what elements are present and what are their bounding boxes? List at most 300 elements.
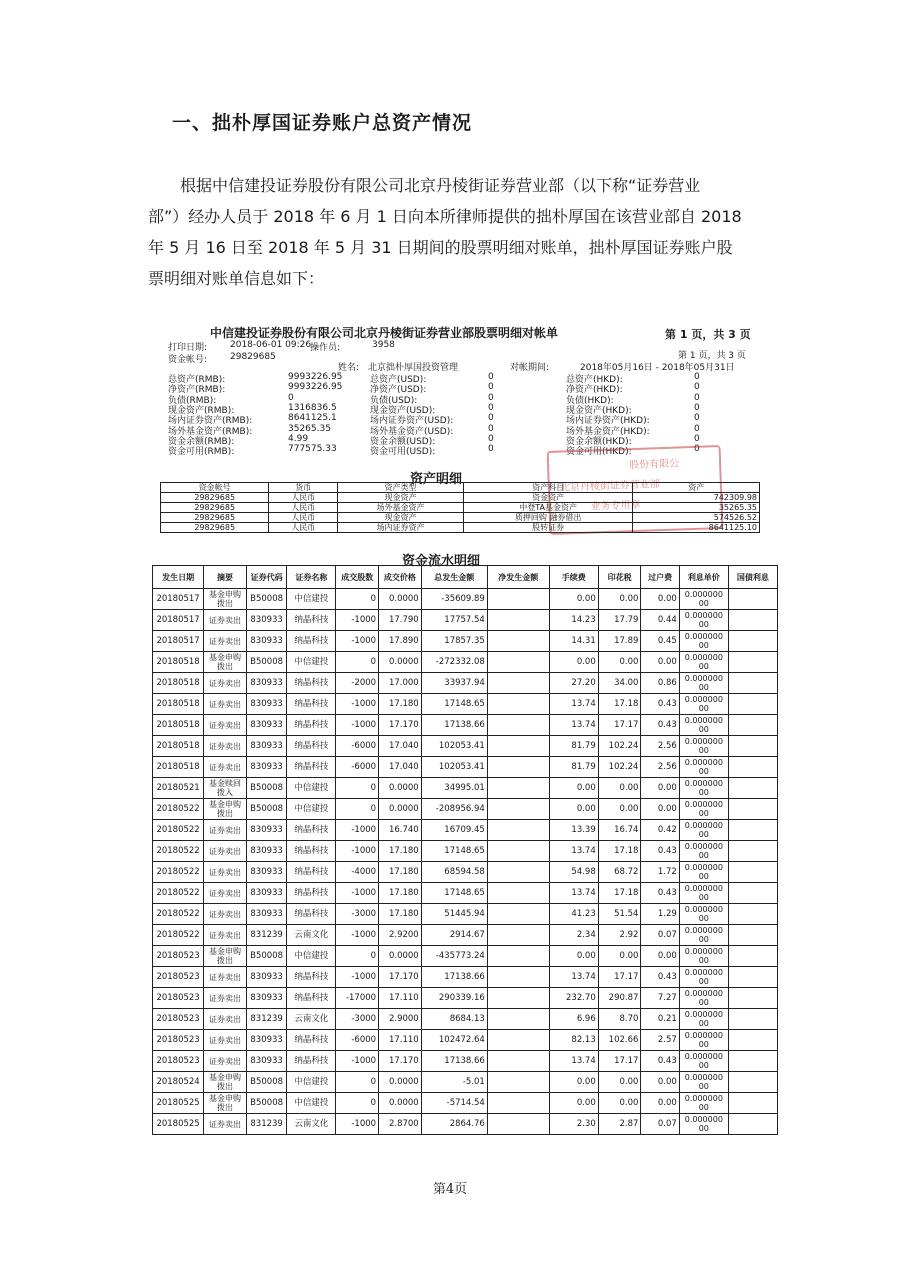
flow-cell: 证券卖出 [204,904,247,925]
flow-cell: 0.00 [598,1072,641,1093]
operator [310,340,395,353]
summary-value: 8641125.1 [288,413,337,424]
asset-cell: 人民币 [269,493,338,503]
asset-cell: 742309.98 [633,493,760,503]
flow-cell: 0 [336,652,379,673]
flow-cell: 纳晶科技 [287,757,336,778]
flow-cell [728,694,777,715]
summary-value: 0 [488,423,494,434]
summary-label: 总资产(RMB): [168,375,226,385]
flow-cell [487,946,549,967]
flow-cell: 中信建投 [287,1072,336,1093]
flow-row [153,736,778,757]
flow-cell: 17.040 [379,757,422,778]
operator-value: 3958 [372,340,395,350]
flow-cell: 34.00 [598,673,641,694]
page-indicator: 第 1 页，共 3 页 [665,328,751,341]
flow-cell: 2.57 [641,1030,679,1051]
flow-cell: B50008 [246,799,287,820]
flow-cell: 17.790 [379,610,422,631]
flow-cell: 0.00 [641,799,679,820]
flow-cell: 纳晶科技 [287,736,336,757]
asset-cell: 29829685 [161,493,269,503]
flow-row [153,988,778,1009]
asset-cell: 人民币 [269,503,338,513]
flow-cell: 纳晶科技 [287,988,336,1009]
flow-cell: 0.00 [641,1072,679,1093]
intro-line: 根据中信建投证券股份有限公司北京丹棱街证券营业部（以下称“证券营业 [180,176,701,195]
flow-cell: 0.00 [598,946,641,967]
flow-cell [487,862,549,883]
flow-header-cell: 利息单价 [679,566,728,589]
flow-cell: 2.30 [549,1114,598,1135]
flow-cell: 830933 [246,694,287,715]
flow-cell: 16.740 [379,820,422,841]
flow-cell: 证券卖出 [204,694,247,715]
flow-cell: 41.23 [549,904,598,925]
summary-label: 负债(HKD): [566,395,614,406]
intro-line: 部”）经办人员于 2018 年 6 月 1 日向本所律师提供的拙朴厚国在该营业部自 2018 [148,207,742,226]
flow-cell: 20180518 [153,694,204,715]
flow-cell: 0.07 [641,1114,679,1135]
flow-cell: 0.000000 00 [679,652,728,673]
flow-header-cell: 证券名称 [287,566,336,589]
flow-cell: 0.00 [598,652,641,673]
flow-cell [487,610,549,631]
summary-value: 1316836.5 [288,402,337,413]
flow-cell [728,1093,777,1114]
flow-cell: 证券卖出 [204,1114,247,1135]
flow-row [153,631,778,652]
flow-cell: 232.70 [549,988,598,1009]
summary-row [168,444,337,458]
flow-cell: 0.000000 00 [679,589,728,610]
flow-cell: 290.87 [598,988,641,1009]
flow-cell [487,883,549,904]
flow-cell [487,589,549,610]
flow-row [153,883,778,904]
summary-value: 0 [694,423,700,434]
summary-label: 负债(USD): [370,395,418,406]
flow-cell: -6000 [336,736,379,757]
flow-cell: 830933 [246,967,287,988]
flow-cell [487,820,549,841]
flow-cell: 证券卖出 [204,967,247,988]
flow-cell: 17.17 [598,1051,641,1072]
flow-row [153,694,778,715]
flow-cell: 81.79 [549,736,598,757]
account [168,352,276,365]
flow-cell [487,1009,549,1030]
flow-cell: B50008 [246,778,287,799]
flow-cell: 20180525 [153,1093,204,1114]
flow-header-cell: 手续费 [549,566,598,589]
flow-cell: -3000 [336,1009,379,1030]
flow-cell [728,883,777,904]
flow-cell: 20180517 [153,589,204,610]
flow-cell: 纳晶科技 [287,673,336,694]
flow-cell: 830933 [246,862,287,883]
flow-cell [728,967,777,988]
flow-cell: 0.000000 00 [679,610,728,631]
flow-cell: -1000 [336,883,379,904]
flow-cell: 20180523 [153,1030,204,1051]
flow-cell: 17.170 [379,1051,422,1072]
summary-value: 0 [694,372,700,382]
flow-row [153,673,778,694]
flow-cell [728,841,777,862]
summary-value: 9993226.95 [288,382,343,393]
flow-cell: 20180522 [153,925,204,946]
flow-cell: 830933 [246,715,287,736]
summary-label: 场内证券资产(RMB): [168,416,253,427]
flow-cell: 0 [336,946,379,967]
flow-cell [728,778,777,799]
summary-label: 场外基金资产(RMB): [168,426,253,437]
flow-cell: 830933 [246,1030,287,1051]
flow-cell: 纳晶科技 [287,883,336,904]
flow-cell: 8.70 [598,1009,641,1030]
summary-row [370,444,494,458]
flow-cell: 0.43 [641,967,679,988]
flow-cell: 基金申购拨出 [204,652,247,673]
flow-cell: 8684.13 [421,1009,487,1030]
summary-value: 4.99 [288,433,309,444]
flow-cell: 13.74 [549,967,598,988]
summary-label: 现金资产(RMB): [168,405,235,416]
flow-cell: 证券卖出 [204,1030,247,1051]
flow-cell: B50008 [246,652,287,673]
flow-cell: -5714.54 [421,1093,487,1114]
flow-cell: 20180523 [153,988,204,1009]
flow-cell: 纳晶科技 [287,715,336,736]
flow-cell: 17148.65 [421,694,487,715]
flow-row [153,589,778,610]
flow-header-cell: 净发生金额 [487,566,549,589]
flow-cell: 0.00 [641,1093,679,1114]
flow-cell: 0 [336,799,379,820]
asset-cell: 35265.35 [633,503,760,513]
flow-cell [728,862,777,883]
flow-row [153,841,778,862]
flow-cell: 0.00 [549,946,598,967]
flow-cell: -1000 [336,631,379,652]
flow-cell: 纳晶科技 [287,967,336,988]
flow-cell: 20180523 [153,1051,204,1072]
flow-cell: 20180523 [153,1009,204,1030]
flow-cell: 证券卖出 [204,673,247,694]
flow-cell [487,1072,549,1093]
flow-cell: 0.21 [641,1009,679,1030]
period [510,360,735,373]
flow-cell: 17.110 [379,1030,422,1051]
flow-cell: 云南文化 [287,925,336,946]
asset-table-body [161,493,760,533]
seal-text: 业务专用章 [590,499,641,513]
flow-cell: 102053.41 [421,757,487,778]
flow-cell: 17.18 [598,883,641,904]
flow-cell [728,736,777,757]
flow-cell: 纳晶科技 [287,1051,336,1072]
flow-cell: 16.74 [598,820,641,841]
flow-cell: 0.000000 00 [679,736,728,757]
asset-cell: 场外基金资产 [338,503,464,513]
flow-cell [487,1093,549,1114]
flow-header-cell: 成交价格 [379,566,422,589]
flow-cell: 20180518 [153,736,204,757]
asset-row [161,523,760,533]
statement-scan [138,318,786,1133]
flow-cell: 中信建投 [287,589,336,610]
flow-cell: 51445.94 [421,904,487,925]
flow-cell: 16709.45 [421,820,487,841]
flow-cell: 证券卖出 [204,841,247,862]
seal-text: 北京丹棱街证券营业部 [559,479,661,494]
flow-cell: 830933 [246,610,287,631]
asset-cell: 现金资产 [338,513,464,523]
flow-cell: 0.0000 [379,1072,422,1093]
flow-cell: 0.000000 00 [679,820,728,841]
flow-cell: 2.56 [641,736,679,757]
flow-row [153,862,778,883]
flow-cell: 17148.65 [421,883,487,904]
flow-cell: 基金申购拨出 [204,1093,247,1114]
period-value: 2018年05月16日 - 2018年05月31日 [580,363,735,373]
flow-cell: 20180517 [153,631,204,652]
asset-cell: 29829685 [161,513,269,523]
flow-cell: 20180522 [153,904,204,925]
flow-cell: -1000 [336,841,379,862]
flow-cell: 17.79 [598,610,641,631]
flow-cell [728,925,777,946]
flow-cell [728,1114,777,1135]
flow-cell [728,652,777,673]
asset-cell: 人民币 [269,513,338,523]
summary-label: 资金可用(HKD): [566,447,632,458]
flow-cell: -435773.24 [421,946,487,967]
asset-cell: 29829685 [161,503,269,513]
flow-cell: -35609.89 [421,589,487,610]
summary-label: 现金资产(HKD): [566,405,632,416]
flow-cell: 831239 [246,1009,287,1030]
flow-cell: 基金申购拨出 [204,1072,247,1093]
flow-cell: 0.000000 00 [679,841,728,862]
flow-cell: 1.72 [641,862,679,883]
flow-cell: 0.00 [641,652,679,673]
flow-cell [487,715,549,736]
flow-cell [487,778,549,799]
flow-cell: 20180518 [153,715,204,736]
flow-cell: 17.180 [379,904,422,925]
flow-cell: 2914.67 [421,925,487,946]
flow-cell [728,1072,777,1093]
summary-label: 场内证券资产(HKD): [566,416,650,427]
flow-cell [728,988,777,1009]
flow-cell: 830933 [246,904,287,925]
flow-cell: 34995.01 [421,778,487,799]
flow-cell: 20180522 [153,862,204,883]
flow-header-cell: 摘要 [204,566,247,589]
flow-cell [728,904,777,925]
flow-cell [728,820,777,841]
flow-cell: 831239 [246,925,287,946]
summary-label: 场内证券资产(USD): [370,416,454,427]
flow-cell: 81.79 [549,757,598,778]
flow-cell: B50008 [246,589,287,610]
flow-cell: 0.00 [549,778,598,799]
flow-cell: 17.000 [379,673,422,694]
flow-cell: 0.000000 00 [679,1030,728,1051]
flow-cell: 830933 [246,841,287,862]
flow-cell: 纳晶科技 [287,862,336,883]
flow-cell: 0.43 [641,1051,679,1072]
flow-cell [487,925,549,946]
flow-cell: 17138.66 [421,967,487,988]
flow-cell: 0.000000 00 [679,904,728,925]
flow-cell: 102472.64 [421,1030,487,1051]
flow-header-cell: 成交股数 [336,566,379,589]
flow-cell [728,799,777,820]
flow-cell: 33937.94 [421,673,487,694]
flow-cell: 0.000000 00 [679,883,728,904]
asset-cell: 人民币 [269,523,338,533]
flow-cell: -5.01 [421,1072,487,1093]
flow-cell: 0.07 [641,925,679,946]
flow-cell [728,1030,777,1051]
asset-header-cell: 资产 [633,483,760,493]
summary-label: 资金余额(HKD): [566,436,632,447]
print-date-label: 打印日期: [168,343,208,353]
flow-cell: 0.43 [641,841,679,862]
flow-cell [728,631,777,652]
asset-cell: 中登TA基金资产 [463,503,633,513]
flow-cell: 17.170 [379,715,422,736]
flow-cell: 0.0000 [379,652,422,673]
flow-cell: 0.000000 00 [679,778,728,799]
summary-value: 0 [694,382,700,393]
asset-row [161,513,760,523]
flow-cell: 0 [336,1093,379,1114]
flow-cell: 13.74 [549,694,598,715]
summary-value: 9993226.95 [288,372,343,382]
flow-cell: 13.74 [549,841,598,862]
flow-cell: 17.180 [379,862,422,883]
flow-row [153,778,778,799]
flow-cell: 290339.16 [421,988,487,1009]
summary-value: 0 [694,433,700,444]
flow-row [153,925,778,946]
flow-cell: 基金申购拨出 [204,589,247,610]
flow-cell [728,1009,777,1030]
flow-cell: 1.29 [641,904,679,925]
flow-cell: 14.23 [549,610,598,631]
flow-cell: 0.00 [598,1093,641,1114]
name-value: 北京拙朴厚国投资管理 [368,363,459,373]
flow-row [153,1114,778,1135]
flow-cell [487,967,549,988]
flow-cell: 0.000000 00 [679,1051,728,1072]
summary-value: 0 [694,392,700,403]
flow-cell: 0.43 [641,883,679,904]
flow-cell [487,1051,549,1072]
summary-value: 0 [488,382,494,393]
flow-cell [487,799,549,820]
flow-cell: 0.42 [641,820,679,841]
flow-cell: 20180522 [153,883,204,904]
flow-cell: -272332.08 [421,652,487,673]
summary-label: 现金资产(USD): [370,405,436,416]
asset-cell: 574526.52 [633,513,760,523]
flow-cell [728,715,777,736]
flow-header-cell: 国债利息 [728,566,777,589]
flow-header-cell: 发生日期 [153,566,204,589]
flow-cell: 20180523 [153,946,204,967]
flow-cell: 830933 [246,988,287,1009]
summary-label: 资金可用(RMB): [168,447,235,458]
flow-cell: 0.45 [641,631,679,652]
flow-cell: 2.9000 [379,1009,422,1030]
flow-cell: 证券卖出 [204,820,247,841]
flow-cell: 17.180 [379,694,422,715]
flow-cell: 0.000000 00 [679,988,728,1009]
flow-cell: 17.180 [379,841,422,862]
flow-row [153,1009,778,1030]
flow-row [153,1072,778,1093]
flow-cell: 纳晶科技 [287,1030,336,1051]
flow-cell: 830933 [246,736,287,757]
flow-cell [728,757,777,778]
summary-label: 场外基金资产(HKD): [566,426,650,437]
flow-cell [728,673,777,694]
flow-cell: 0.00 [549,589,598,610]
flow-cell: 证券卖出 [204,1009,247,1030]
flow-cell: 基金赎回拨入 [204,778,247,799]
flow-cell: 基金申购拨出 [204,946,247,967]
flow-row [153,904,778,925]
summary-label: 场外基金资产(USD): [370,426,454,437]
flow-cell: -2000 [336,673,379,694]
flow-cell: 2.34 [549,925,598,946]
summary-value: 0 [694,444,700,455]
flow-cell: 证券卖出 [204,757,247,778]
flow-row [153,967,778,988]
flow-cell: 17.180 [379,883,422,904]
flow-cell: 证券卖出 [204,925,247,946]
asset-cell: 场内证券资产 [338,523,464,533]
summary-value: 0 [288,392,294,403]
account-value: 29829685 [230,352,276,362]
intro-paragraph [148,170,748,294]
summary-label: 净资产(USD): [370,385,427,396]
flow-cell: 0.86 [641,673,679,694]
flow-cell: -208956.94 [421,799,487,820]
flow-cell: 20180521 [153,778,204,799]
asset-header-cell: 资产类型 [338,483,464,493]
page-number: 第4页 [432,1182,468,1197]
flow-cell [728,946,777,967]
flow-cell: 20180518 [153,673,204,694]
flow-cell: 0.44 [641,610,679,631]
flow-cell: 102.66 [598,1030,641,1051]
flow-cell: 中信建投 [287,1093,336,1114]
flow-cell [728,610,777,631]
flow-cell: 0 [336,778,379,799]
flow-cell [487,694,549,715]
flow-cell: 0.0000 [379,778,422,799]
flow-cell: -3000 [336,904,379,925]
flow-section-title: 资金流水明细 [402,554,481,569]
flow-cell: B50008 [246,946,287,967]
